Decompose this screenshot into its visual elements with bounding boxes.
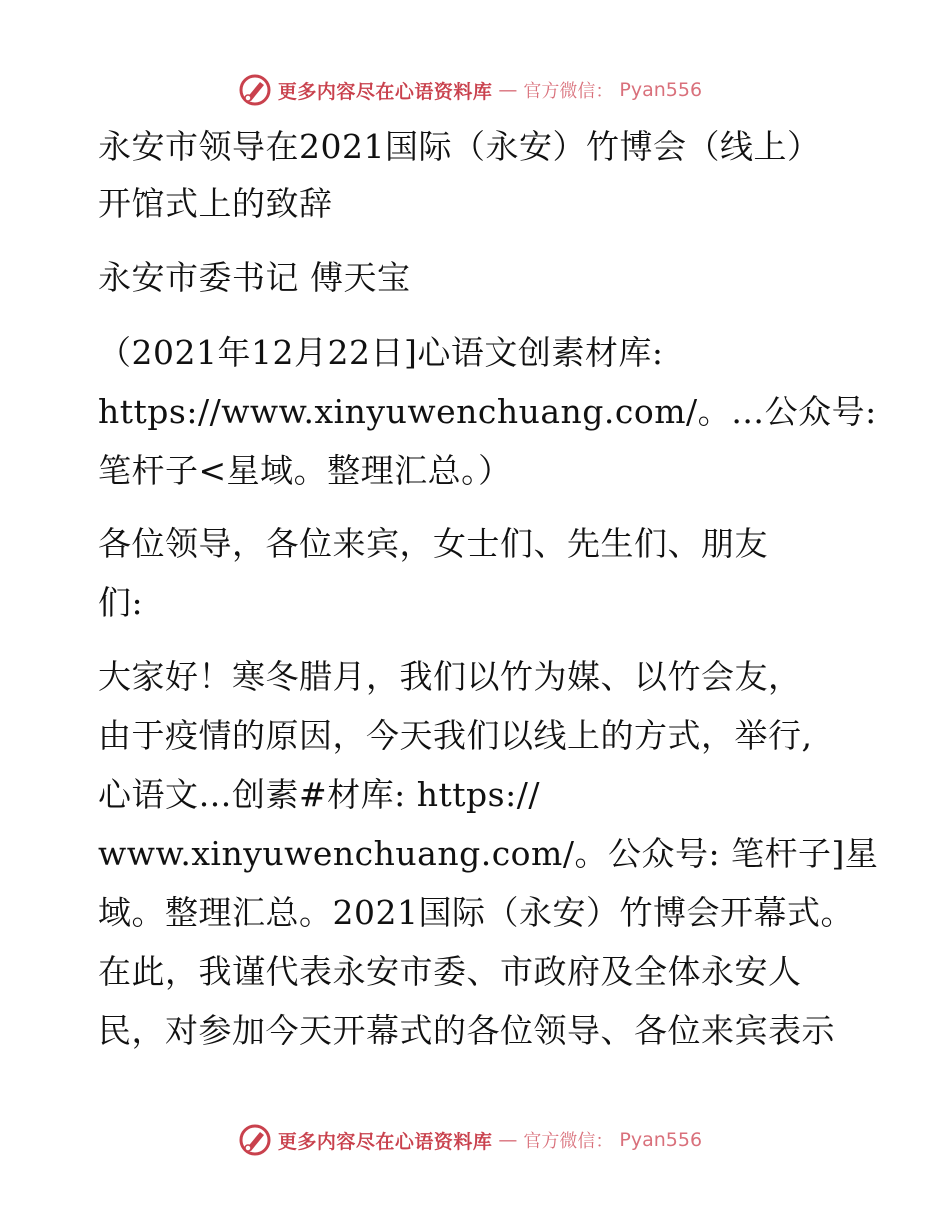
doc-para-line-7: 民，对参加今天开幕式的各位领导、各位来宾表示 — [98, 1011, 835, 1050]
header-banner-dash: — — [498, 79, 518, 101]
footer-banner-dash: — — [498, 1129, 518, 1151]
pen-logo-icon — [238, 73, 272, 107]
header-banner-title: 更多内容尽在心语资料库 — [277, 80, 493, 103]
footer-banner-wechat-id: Pyan556 — [619, 1129, 703, 1151]
doc-para-line-4: www.xinyuwenchuang.com/。公众号: 笔杆子]星 — [98, 834, 879, 873]
doc-greeting-line-2: 们: — [98, 583, 144, 622]
doc-date-line-1: （2021年12月22日]心语文创素材库: — [98, 333, 664, 372]
doc-para-line-3: 心语文…创素#材库: https:// — [98, 775, 540, 814]
footer-banner-content — [238, 1123, 702, 1157]
pen-logo-icon — [238, 1123, 272, 1157]
doc-title-line-1: 永安市领导在2021国际（永安）竹博会（线上） — [98, 127, 821, 166]
footer-banner-title: 更多内容尽在心语资料库 — [277, 1130, 493, 1153]
footer-banner-wechat-label: 官方微信： — [523, 1131, 614, 1152]
doc-greeting-line-1: 各位领导，各位来宾，女士们、先生们、朋友 — [98, 524, 768, 563]
doc-date-line-3: 笔杆子<星域。整理汇总。） — [98, 451, 512, 490]
doc-para-line-2: 由于疫情的原因，今天我们以线上的方式，举行, — [98, 716, 813, 755]
doc-date-line-2: https://www.xinyuwenchuang.com/。…公众号: — [98, 392, 877, 431]
doc-author: 永安市委书记 傅天宝 — [98, 258, 411, 297]
header-banner — [0, 70, 950, 110]
doc-para-line-6: 在此，我谨代表永安市委、市政府及全体永安人 — [98, 952, 802, 991]
header-banner-content — [238, 73, 702, 107]
doc-para-line-5: 域。整理汇总。2021国际（永安）竹博会开幕式。 — [98, 893, 854, 932]
doc-title-line-2: 开馆式上的致辞 — [98, 184, 333, 223]
footer-banner — [0, 1120, 950, 1160]
header-banner-wechat-id: Pyan556 — [619, 79, 703, 101]
header-banner-wechat-label: 官方微信： — [523, 81, 614, 102]
doc-para-line-1: 大家好！寒冬腊月，我们以竹为媒、以竹会友， — [98, 657, 802, 696]
